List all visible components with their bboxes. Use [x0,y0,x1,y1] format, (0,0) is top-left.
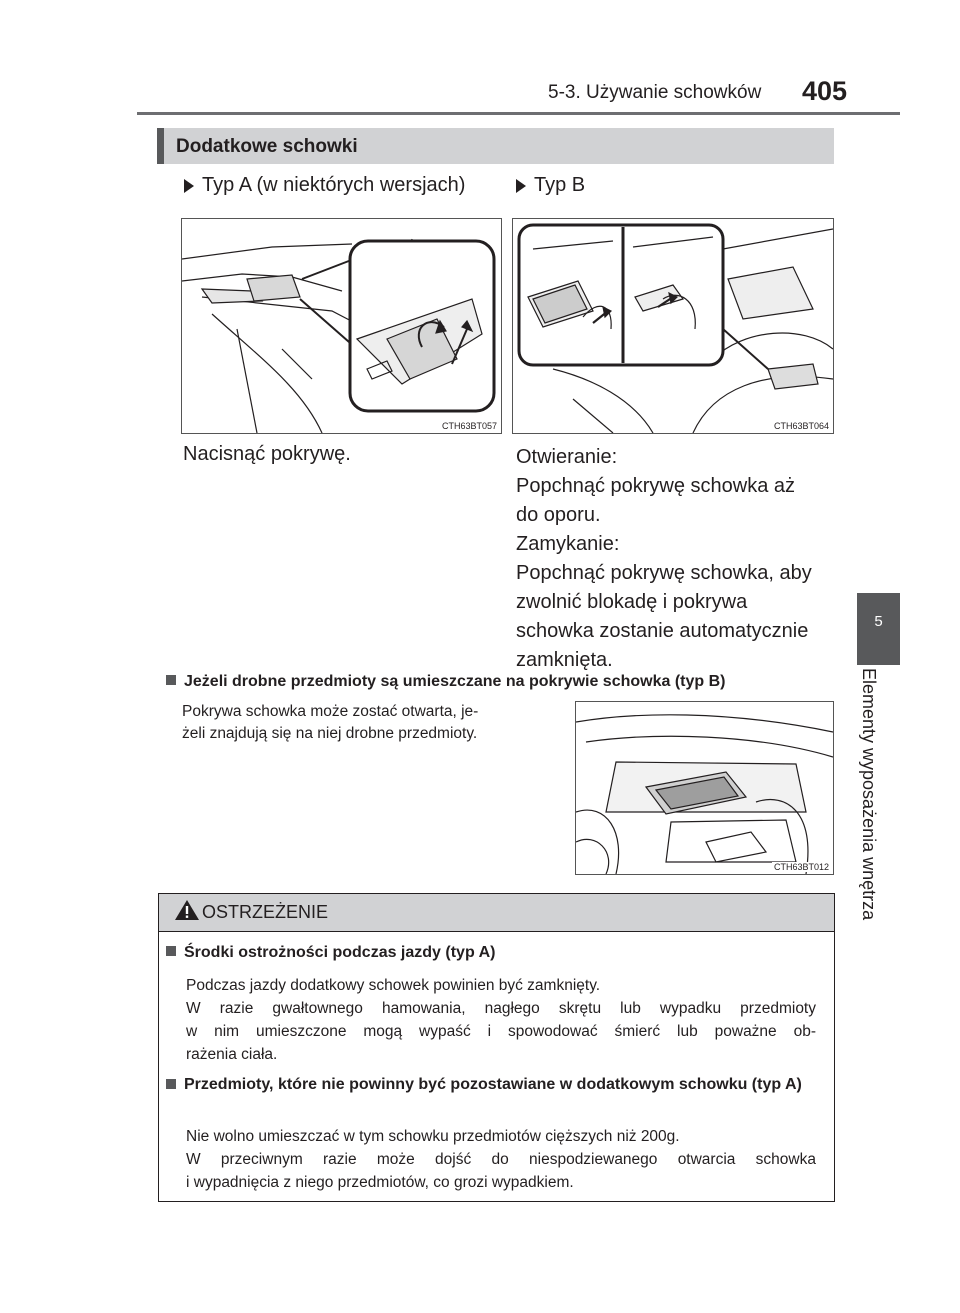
square-bullet-icon [166,946,176,956]
arrow-right-icon [516,179,526,193]
arrow-right-icon [184,179,194,193]
warning-item-heading [166,1073,816,1096]
note-body [182,701,560,745]
console-tray-illustration [576,702,833,874]
image-code: CTH63BT057 [441,421,497,431]
caption-b-line: zwolnić blokadę i pokrywa [516,591,748,613]
warning-body-line: Nie wolno umieszczać w tym schowku przedmiotów cięższych niż 200g. [186,1128,680,1145]
caption-b-line: do oporu. [516,504,601,526]
warning-triangle-icon [174,898,200,922]
warning-body-line: rażenia ciała. [186,1046,278,1063]
type-a-label-text: Typ A (w niektórych wersjach) [202,174,466,196]
square-bullet-icon [166,1079,176,1089]
header-rule [137,112,900,115]
figure-small-items [575,701,834,875]
caption-b-line: schowka zostanie automatycznie [516,620,809,642]
warning-body-line: i wypadnięcia z niego przedmiotów, co grozi wypadkiem. [186,1174,574,1191]
caption-b-line: Otwieranie: [516,446,618,468]
caption-b-line: zamknięta. [516,649,613,671]
chapter-number: 5 [874,613,883,630]
caption-type-a: Nacisnąć pokrywę. [183,443,351,465]
note-body-line: żeli znajdują się na niej drobne przedmioty. [182,725,478,742]
caption-b-line: Popchnąć pokrywę schowka aż [516,475,796,497]
warning-body-line: Podczas jazdy dodatkowy schowek powinien być zamknięty. [186,977,601,994]
figure-type-a [181,218,502,434]
warning-title: OSTRZEŻENIE [202,902,329,922]
page-number: 405 [802,76,848,106]
square-bullet-icon [166,675,176,685]
note-heading-text: Jeżeli drobne przedmioty są umieszczane na pokrywie schowka (typ B) [184,673,726,690]
warning-body-line: W razie gwałtownego hamowania, nagłego skrętu lub wypadku przedmioty [186,1000,816,1017]
warning-body-line: W przeciwnym razie może dojść do niespodziewanego otwarcia schowka [186,1151,816,1168]
warning-body-line: w nim umieszczone mogą wypaść i spowodować śmierć lub poważne ob- [186,1023,816,1040]
caption-b-line: Popchnąć pokrywę schowka, aby [516,562,812,584]
running-header-section: 5-3. Używanie schowków [548,82,762,103]
image-code: CTH63BT064 [773,421,829,431]
section-heading-marker [157,128,164,164]
figure-type-b [512,218,834,434]
type-a-label [184,174,465,197]
warning-item-heading [166,944,495,962]
note-body-line: Pokrywa schowka może zostać otwarta, je- [182,703,479,720]
overhead-console-illustration [182,219,501,433]
warning-item-body [186,974,816,1066]
warning-item-heading-text: Przedmioty, które nie powinny być pozostawiane w dodatkowym schowku (typ A) [184,1076,802,1093]
chapter-title-vertical: Elementy wyposażenia wnętrza [859,668,879,921]
image-code: CTH63BT012 [773,862,829,872]
type-b-label [516,174,585,197]
warning-item-heading-text: Środki ostrożności podczas jazdy (typ A) [184,944,496,961]
note-heading [166,673,726,691]
section-title: Dodatkowe schowki [176,136,358,157]
warning-item-body [186,1125,816,1194]
type-b-label-text: Typ B [534,174,586,196]
caption-b-line: Zamykanie: [516,533,620,555]
center-console-illustration [513,219,833,433]
